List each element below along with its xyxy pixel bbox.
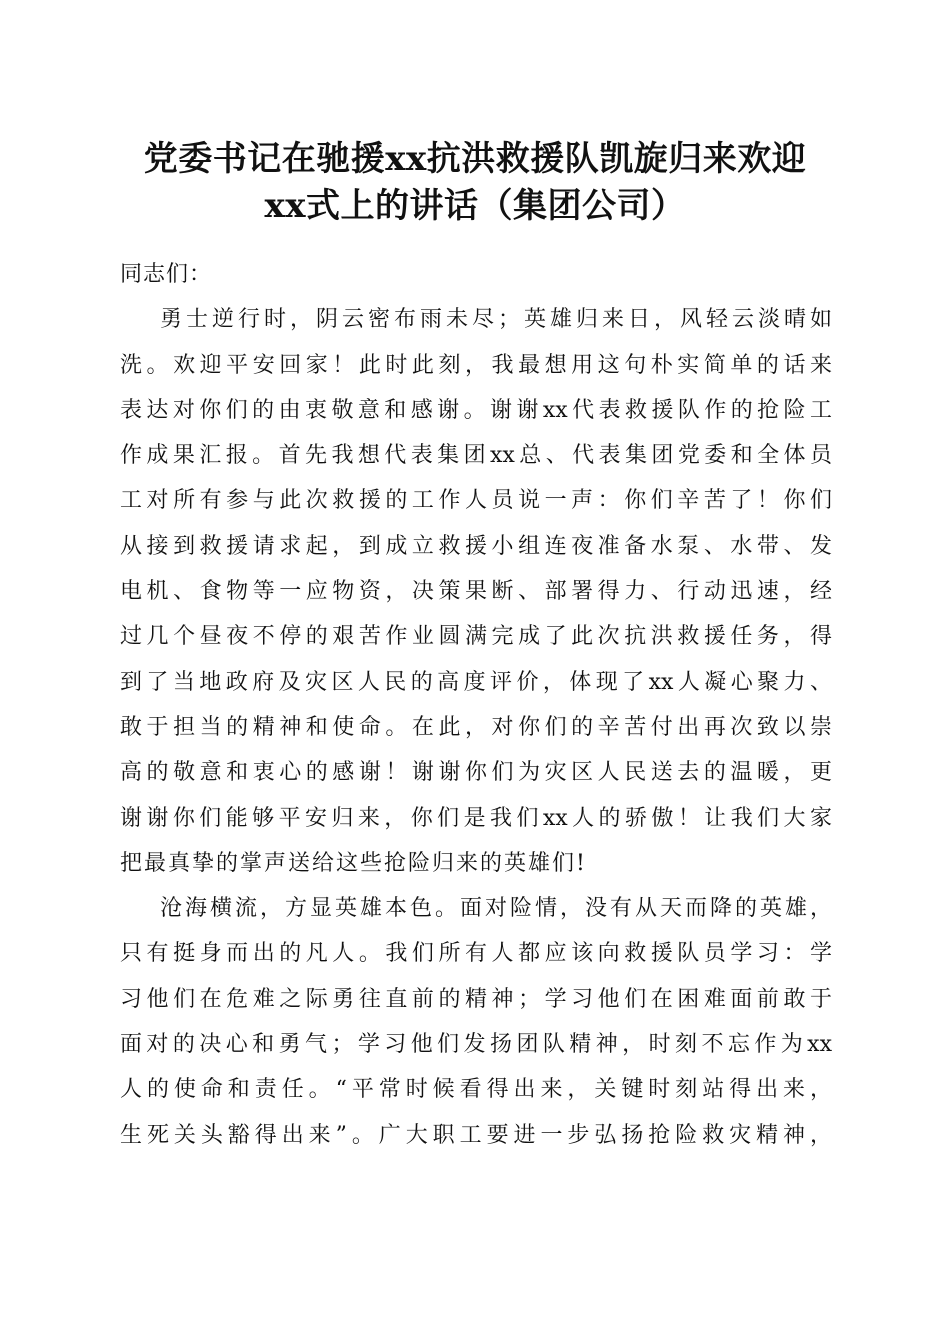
document-title bbox=[110, 136, 840, 230]
document-body bbox=[120, 252, 832, 1158]
title-line: 党委书记在驰援xx抗洪救援队凯旋归来欢迎 bbox=[143, 139, 807, 179]
salutation: 同志们： bbox=[120, 262, 213, 287]
text-line: 工对所有参与此次救援的工作人员说一声：你们辛苦了！你们 bbox=[120, 488, 832, 514]
text-line: 过几个昼夜不停的艰苦作业圆满完成了此次抗洪救援任务，得 bbox=[120, 624, 832, 650]
text-line: 勇士逆行时，阴云密布雨未尽；英雄归来日，风轻云淡晴如 bbox=[160, 307, 832, 333]
text-line: 人的使命和责任。“平常时候看得出来，关键时刻站得出来， bbox=[120, 1077, 832, 1103]
text-line: 谢谢你们能够平安归来，你们是我们xx人的骄傲！让我们大家 bbox=[120, 805, 832, 831]
paragraph-2 bbox=[120, 886, 832, 1158]
text-line: 表达对你们的由衷敬意和感谢。谢谢xx代表救援队作的抢险工 bbox=[120, 397, 832, 423]
text-line: 洗。欢迎平安回家！此时此刻，我最想用这句朴实简单的话来 bbox=[120, 352, 832, 378]
text-line: 把最真挚的掌声送给这些抢险归来的英雄们! bbox=[120, 850, 587, 876]
text-line: 从接到救援请求起，到成立救援小组连夜准备水泵、水带、发 bbox=[120, 533, 832, 559]
text-line: 高的敬意和衷心的感谢！谢谢你们为灾区人民送去的温暖，更 bbox=[120, 760, 832, 786]
text-line: 电机、食物等一应物资，决策果断、部署得力、行动迅速，经 bbox=[120, 579, 832, 605]
text-line: 作成果汇报。首先我想代表集团xx总、代表集团党委和全体员 bbox=[120, 443, 832, 469]
text-line: 面对的决心和勇气；学习他们发扬团队精神，时刻不忘作为xx bbox=[120, 1032, 832, 1058]
text-line: 到了当地政府及灾区人民的高度评价，体现了xx人凝心聚力、 bbox=[120, 669, 832, 695]
text-line: 生死关头豁得出来”。广大职工要进一步弘扬抢险救灾精神， bbox=[120, 1122, 832, 1148]
text-line: 习他们在危难之际勇往直前的精神；学习他们在困难面前敢于 bbox=[120, 986, 832, 1012]
title-line: xx式上的讲话（集团公司） bbox=[264, 186, 686, 226]
paragraph-1 bbox=[120, 297, 832, 886]
text-line: 敢于担当的精神和使命。在此，对你们的辛苦付出再次致以崇 bbox=[120, 714, 832, 740]
text-line: 沧海横流，方显英雄本色。面对险情，没有从天而降的英雄， bbox=[160, 896, 832, 922]
text-line: 只有挺身而出的凡人。我们所有人都应该向救援队员学习：学 bbox=[120, 941, 832, 967]
